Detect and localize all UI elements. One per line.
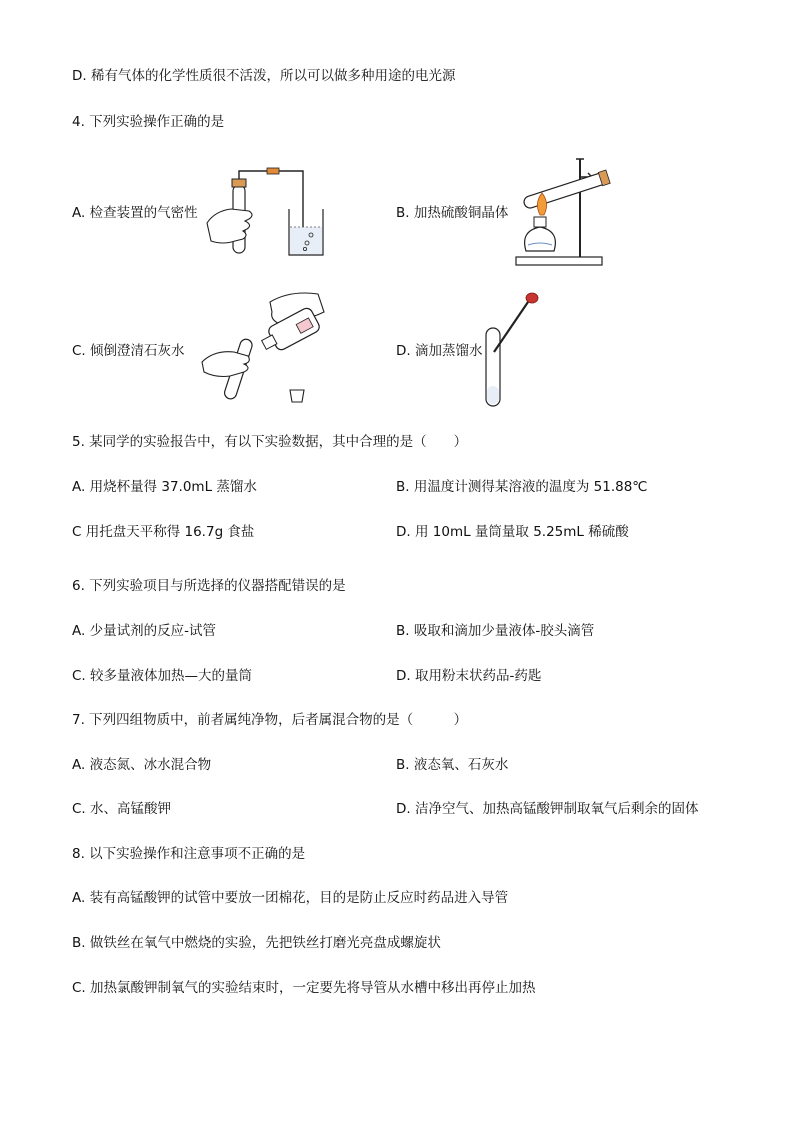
q5-option-c: C 用托盘天平称得 16.7g 食盐 bbox=[72, 524, 255, 540]
q6-stem: 6. 下列实验项目与所选择的仪器搭配错误的是 bbox=[72, 578, 346, 594]
q6-option-c: C. 较多量液体加热—大的量筒 bbox=[72, 668, 253, 684]
q6-option-d: D. 取用粉末状药品-药匙 bbox=[396, 668, 542, 684]
q8-option-a: A. 装有高锰酸钾的试管中要放一团棉花，目的是防止反应时药品进入导管 bbox=[72, 890, 509, 906]
q4-option-a: A. 检查装置的气密性 bbox=[72, 205, 198, 221]
q7-option-a: A. 液态氮、冰水混合物 bbox=[72, 757, 212, 773]
q8-option-c: C. 加热氯酸钾制氧气的实验结束时，一定要先将导管从水槽中移出再停止加热 bbox=[72, 980, 536, 996]
q5-option-a: A. 用烧杯量得 37.0mL 蒸馏水 bbox=[72, 479, 257, 495]
q4-option-b: B. 加热硫酸铜晶体 bbox=[396, 205, 509, 221]
q7-option-c: C. 水、高锰酸钾 bbox=[72, 801, 172, 817]
q4-option-d: D. 滴加蒸馏水 bbox=[396, 343, 483, 359]
q5-option-b: B. 用温度计测得某溶液的温度为 51.88℃ bbox=[396, 479, 648, 495]
q4-stem: 4. 下列实验操作正确的是 bbox=[72, 114, 225, 130]
q5-option-d: D. 用 10mL 量筒量取 5.25mL 稀硫酸 bbox=[396, 524, 629, 540]
q7-option-b: B. 液态氧、石灰水 bbox=[396, 757, 509, 773]
q6-option-a: A. 少量试剂的反应-试管 bbox=[72, 623, 216, 639]
q7-stem: 7. 下列四组物质中，前者属纯净物，后者属混合物的是（ ） bbox=[72, 712, 468, 728]
figure-heating-copper-sulfate bbox=[510, 155, 620, 267]
q7-option-d: D. 洁净空气、加热高锰酸钾制取氧气后剩余的固体 bbox=[396, 801, 699, 817]
q5-stem: 5. 某同学的实验报告中，有以下实验数据，其中合理的是（ ） bbox=[72, 434, 468, 450]
q3-option-d: D. 稀有气体的化学性质很不活泼，所以可以做多种用途的电光源 bbox=[72, 68, 456, 84]
figure-dropper-distilled-water bbox=[482, 290, 544, 410]
q4-option-c: C. 倾倒澄清石灰水 bbox=[72, 343, 185, 359]
q6-option-b: B. 吸取和滴加少量液体-胶头滴管 bbox=[396, 623, 595, 639]
figure-pouring-limewater bbox=[200, 290, 330, 410]
q8-option-b: B. 做铁丝在氧气中燃烧的实验，先把铁丝打磨光亮盘成螺旋状 bbox=[72, 935, 441, 951]
q8-stem: 8. 以下实验操作和注意事项不正确的是 bbox=[72, 846, 306, 862]
figure-airtightness-check bbox=[205, 165, 340, 260]
